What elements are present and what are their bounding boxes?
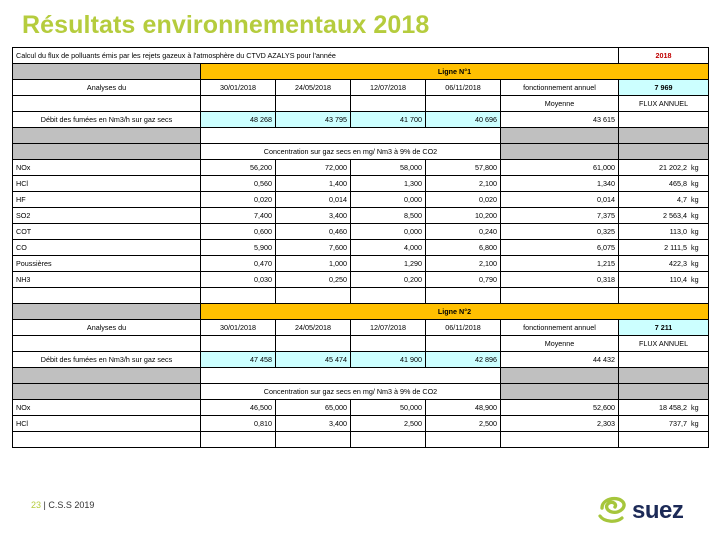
flux-unit: kg: [691, 242, 699, 252]
spacer-cell: [501, 288, 619, 304]
section-title-row-1: [13, 64, 709, 80]
pollutant-row: [13, 192, 709, 208]
moyenne-label: Moyenne: [501, 96, 619, 112]
spacer-row-1: [13, 128, 709, 144]
debit-flux: [619, 352, 709, 368]
analyses-row-2: [13, 320, 709, 336]
empty-cell: [201, 96, 276, 112]
pollutant-value: 0,020: [201, 192, 276, 208]
spacer-cell: [13, 144, 201, 160]
pollutant-row-partial: [13, 432, 709, 448]
pollutant-value: 0,250: [276, 272, 351, 288]
spacer-cell: [619, 384, 709, 400]
pollutant-moyenne: 52,600: [501, 400, 619, 416]
pollutant-value: 0,560: [201, 176, 276, 192]
pollutant-flux-cell: [619, 176, 709, 192]
pollutant-moyenne: 2,303: [501, 416, 619, 432]
footer-note: [31, 500, 94, 510]
flux-unit: kg: [691, 178, 699, 188]
analysis-date: 30/01/2018: [201, 320, 276, 336]
description-cell: Calcul du flux de polluants émis par les rejets gazeux à l'atmosphère du CTVD AZALYS pour l'année: [13, 48, 619, 64]
spacer-cell: [201, 288, 276, 304]
pollutant-flux: 18 458,2: [659, 402, 688, 412]
svg-text:suez: suez: [632, 497, 684, 524]
pollutant-flux-cell: [619, 192, 709, 208]
pollutant-value: 4,000: [351, 240, 426, 256]
pollutant-name: Poussières: [13, 256, 201, 272]
debit-value: 42 896: [426, 352, 501, 368]
pollutant-moyenne: 61,000: [501, 160, 619, 176]
operating-hours-1: 7 969: [619, 80, 709, 96]
empty-cell: [201, 336, 276, 352]
flux-unit: kg: [691, 194, 699, 204]
spacer-cell: [201, 368, 501, 384]
spacer-cell: [501, 432, 619, 448]
pollutant-flux: 737,7: [669, 418, 688, 428]
flux-unit: kg: [691, 162, 699, 172]
analysis-date: 06/11/2018: [426, 80, 501, 96]
analyses-row-1: [13, 80, 709, 96]
pollutant-value: 72,000: [276, 160, 351, 176]
debit-value: 40 696: [426, 112, 501, 128]
pollutant-row: [13, 272, 709, 288]
pollutant-value: 1,000: [276, 256, 351, 272]
pollutant-value: 58,000: [351, 160, 426, 176]
pollutant-value: 57,800: [426, 160, 501, 176]
pollutant-row: [13, 208, 709, 224]
pollutant-moyenne: 6,075: [501, 240, 619, 256]
footer-note-text: C.S.S 2019: [48, 500, 95, 510]
analysis-date: 12/07/2018: [351, 320, 426, 336]
concentration-label: Concentration sur gaz secs en mg/ Nm3 à 9% de CO2: [201, 144, 501, 160]
pollutant-value: 0,014: [276, 192, 351, 208]
spacer-cell: [619, 128, 709, 144]
debit-row-1: [13, 112, 709, 128]
spacer-cell: [426, 288, 501, 304]
pollutant-value: 0,200: [351, 272, 426, 288]
pollutant-flux: 2 111,5: [664, 242, 688, 252]
pollutant-value: 0,460: [276, 224, 351, 240]
environmental-results-table: [12, 47, 709, 448]
pollutant-flux-cell: [619, 256, 709, 272]
fonctionnement-label: fonctionnement annuel: [501, 320, 619, 336]
pollutant-name: CO: [13, 240, 201, 256]
section-name-2: Ligne N°2: [201, 304, 709, 320]
debit-moyenne: 43 615: [501, 112, 619, 128]
suez-logo-mark: [600, 499, 624, 522]
spacer-cell: [276, 432, 351, 448]
section-name-1: Ligne N°1: [201, 64, 709, 80]
suez-logo: [596, 492, 716, 528]
spacer-cell: [13, 368, 201, 384]
spacer-cell: [201, 128, 501, 144]
empty-cell: [351, 96, 426, 112]
pollutant-value: 0,240: [426, 224, 501, 240]
spacer-cell: [501, 368, 619, 384]
pollutant-value: 50,000: [351, 400, 426, 416]
pollutant-value: 1,290: [351, 256, 426, 272]
analysis-date: 06/11/2018: [426, 320, 501, 336]
pollutant-flux-cell: [619, 160, 709, 176]
spacer-cell: [619, 432, 709, 448]
empty-cell: [13, 336, 201, 352]
flux-unit: kg: [691, 418, 699, 428]
pollutant-name: HCl: [13, 416, 201, 432]
spacer-cell: [501, 128, 619, 144]
pollutant-value: 0,000: [351, 192, 426, 208]
flux-annuel-label: FLUX ANNUEL: [619, 336, 709, 352]
pollutant-row: [13, 416, 709, 432]
pollutant-value: 0,600: [201, 224, 276, 240]
pollutant-row: [13, 176, 709, 192]
debit-row-2: [13, 352, 709, 368]
empty-cell: [426, 96, 501, 112]
pollutant-value: 1,300: [351, 176, 426, 192]
pollutant-name: HF: [13, 192, 201, 208]
spacer-cell: [13, 128, 201, 144]
debit-moyenne: 44 432: [501, 352, 619, 368]
pollutant-flux: 465,8: [669, 178, 688, 188]
pollutant-value: 10,200: [426, 208, 501, 224]
pollutant-moyenne: 0,014: [501, 192, 619, 208]
fonctionnement-label: fonctionnement annuel: [501, 80, 619, 96]
pollutant-value: 0,020: [426, 192, 501, 208]
empty-cell: [13, 96, 201, 112]
moyenne-row-1: [13, 96, 709, 112]
spacer-cell: [13, 304, 201, 320]
analysis-date: 30/01/2018: [201, 80, 276, 96]
flux-unit: kg: [691, 258, 699, 268]
pollutant-moyenne: 0,325: [501, 224, 619, 240]
spacer-cell: [351, 288, 426, 304]
pollutant-value: 2,500: [351, 416, 426, 432]
debit-value: 47 458: [201, 352, 276, 368]
pollutant-flux: 4,7: [677, 194, 688, 204]
empty-cell: [351, 336, 426, 352]
pollutant-moyenne: 0,318: [501, 272, 619, 288]
table-header-row: [13, 48, 709, 64]
analyses-label: Analyses du: [13, 80, 201, 96]
analysis-date: 12/07/2018: [351, 80, 426, 96]
pollutant-flux-cell: [619, 416, 709, 432]
spacer-cell: [619, 368, 709, 384]
pollutant-value: 0,000: [351, 224, 426, 240]
spacer-cell: [13, 432, 201, 448]
pollutant-flux: 113,0: [669, 226, 688, 236]
pollutant-value: 1,400: [276, 176, 351, 192]
pollutant-value: 7,600: [276, 240, 351, 256]
debit-value: 41 700: [351, 112, 426, 128]
pollutant-flux-cell: [619, 224, 709, 240]
spacer-cell: [619, 144, 709, 160]
section-gap-row: [13, 288, 709, 304]
debit-flux: [619, 112, 709, 128]
pollutant-moyenne: 1,340: [501, 176, 619, 192]
footer-note-separator: |: [43, 500, 46, 510]
pollutant-moyenne: 7,375: [501, 208, 619, 224]
spacer-cell: [351, 432, 426, 448]
spacer-cell: [13, 288, 201, 304]
pollutant-value: 0,790: [426, 272, 501, 288]
debit-label: Débit des fumées en Nm3/h sur gaz secs: [13, 112, 201, 128]
debit-value: 41 900: [351, 352, 426, 368]
pollutant-flux: 422,3: [669, 258, 688, 268]
spacer-cell: [276, 288, 351, 304]
empty-cell: [426, 336, 501, 352]
page-title: Résultats environnementaux 2018: [22, 11, 430, 39]
pollutant-value: 3,400: [276, 208, 351, 224]
spacer-cell: [13, 64, 201, 80]
pollutant-flux-cell: [619, 208, 709, 224]
analysis-date: 24/05/2018: [276, 80, 351, 96]
flux-unit: kg: [691, 226, 699, 236]
pollutant-flux-cell: [619, 400, 709, 416]
concentration-header-row-2: [13, 384, 709, 400]
suez-logo-wordmark: [632, 497, 684, 524]
pollutant-name: NH3: [13, 272, 201, 288]
spacer-cell: [619, 288, 709, 304]
operating-hours-2: 7 211: [619, 320, 709, 336]
pollutant-flux: 21 202,2: [659, 162, 688, 172]
pollutant-value: 3,400: [276, 416, 351, 432]
pollutant-flux-cell: [619, 272, 709, 288]
debit-label: Débit des fumées en Nm3/h sur gaz secs: [13, 352, 201, 368]
pollutant-moyenne: 1,215: [501, 256, 619, 272]
pollutant-value: 46,500: [201, 400, 276, 416]
pollutant-value: 5,900: [201, 240, 276, 256]
flux-annuel-label: FLUX ANNUEL: [619, 96, 709, 112]
pollutant-value: 8,500: [351, 208, 426, 224]
debit-value: 43 795: [276, 112, 351, 128]
pollutant-row: [13, 256, 709, 272]
pollutant-value: 7,400: [201, 208, 276, 224]
pollutant-value: 65,000: [276, 400, 351, 416]
pollutant-name: SO2: [13, 208, 201, 224]
pollutant-name: NOx: [13, 160, 201, 176]
flux-unit: kg: [691, 210, 699, 220]
analyses-label: Analyses du: [13, 320, 201, 336]
pollutant-flux: 110,4: [669, 274, 688, 284]
section-title-row-2: [13, 304, 709, 320]
pollutant-row: [13, 400, 709, 416]
pollutant-flux: 2 563,4: [663, 210, 688, 220]
footer-note-number: 23: [31, 500, 42, 510]
pollutant-value: 2,500: [426, 416, 501, 432]
pollutant-value: 56,200: [201, 160, 276, 176]
moyenne-row-2: [13, 336, 709, 352]
pollutant-flux-cell: [619, 240, 709, 256]
pollutant-value: 6,800: [426, 240, 501, 256]
flux-unit: kg: [691, 274, 699, 284]
debit-value: 45 474: [276, 352, 351, 368]
pollutant-value: 0,470: [201, 256, 276, 272]
pollutant-value: 2,100: [426, 176, 501, 192]
pollutant-row: [13, 240, 709, 256]
spacer-row-2: [13, 368, 709, 384]
spacer-cell: [501, 384, 619, 400]
spacer-cell: [501, 144, 619, 160]
pollutant-name: COT: [13, 224, 201, 240]
debit-value: 48 268: [201, 112, 276, 128]
analysis-date: 24/05/2018: [276, 320, 351, 336]
pollutant-row: [13, 160, 709, 176]
empty-cell: [276, 96, 351, 112]
flux-unit: kg: [691, 402, 699, 412]
empty-cell: [276, 336, 351, 352]
pollutant-value: 48,900: [426, 400, 501, 416]
moyenne-label: Moyenne: [501, 336, 619, 352]
pollutant-row: [13, 224, 709, 240]
concentration-label: Concentration sur gaz secs en mg/ Nm3 à 9% de CO2: [201, 384, 501, 400]
year-cell: 2018: [619, 48, 709, 64]
spacer-cell: [426, 432, 501, 448]
concentration-header-row-1: [13, 144, 709, 160]
pollutant-value: 0,030: [201, 272, 276, 288]
pollutant-value: 2,100: [426, 256, 501, 272]
spacer-cell: [201, 432, 276, 448]
pollutant-value: 0,810: [201, 416, 276, 432]
spacer-cell: [13, 384, 201, 400]
pollutant-name: NOx: [13, 400, 201, 416]
pollutant-name: HCl: [13, 176, 201, 192]
